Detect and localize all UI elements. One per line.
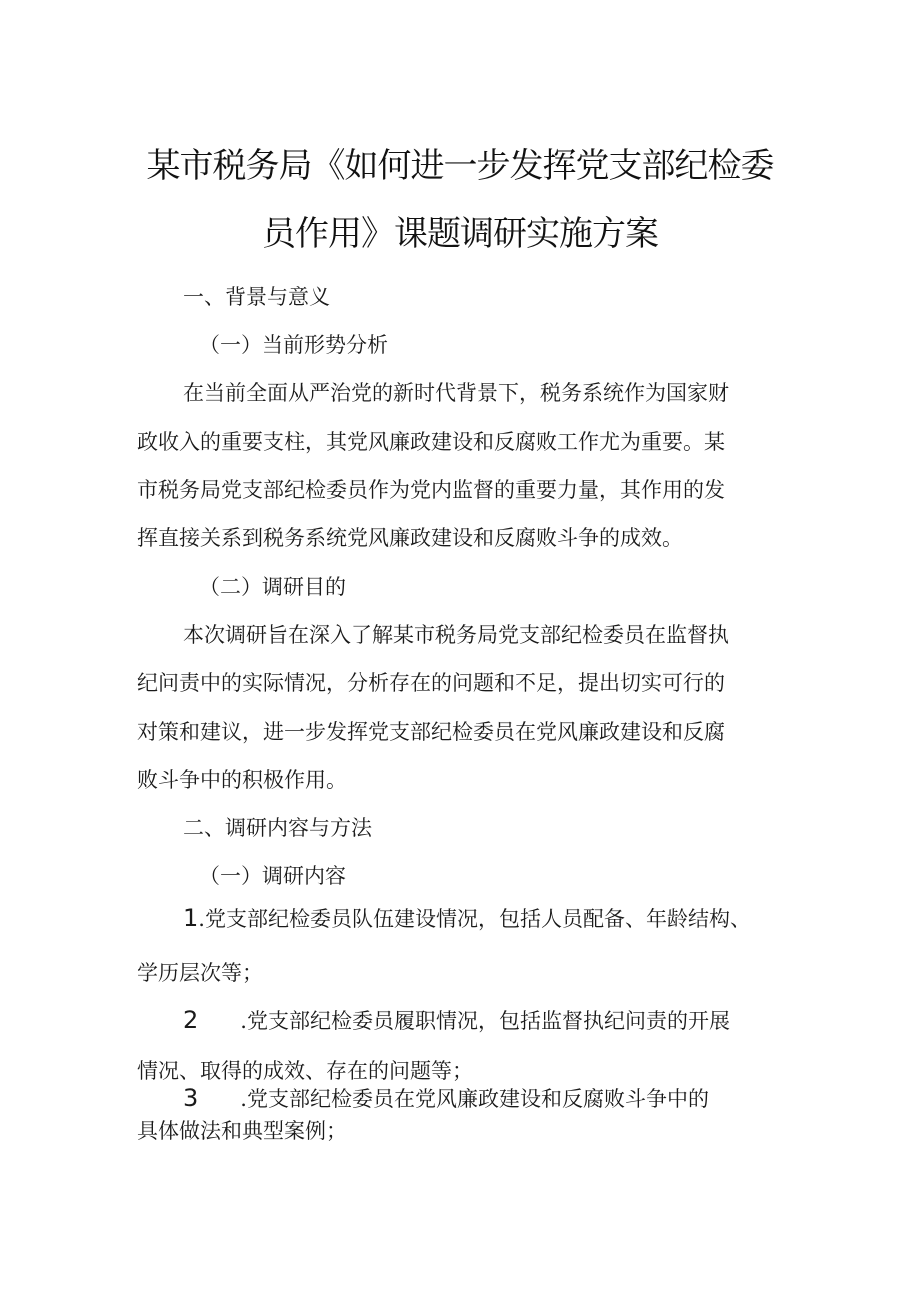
section1-sub1-heading: （一）当前形势分析 [199, 333, 388, 357]
list-item-number: 2 [183, 1006, 199, 1034]
paragraph-line: 对策和建议，进一步发挥党支部纪检委员在党风廉政建设和反腐 [137, 720, 725, 744]
list-item-1-continuation: 学历层次等； [137, 961, 263, 985]
list-item-1 [183, 903, 751, 933]
list-item-text: .党支部纪检委员履职情况，包括监督执纪问责的开展 [240, 1009, 730, 1033]
paragraph-line: 挥直接关系到税务系统党风廉政建设和反腐败斗争的成效。 [137, 526, 683, 550]
paragraph-line: 政收入的重要支柱，其党风廉政建设和反腐败工作尤为重要。某 [137, 430, 725, 454]
document-title-line1: 某市税务局《如何进一步发挥党支部纪检委 [146, 146, 774, 186]
list-item-text: .党支部纪检委员队伍建设情况，包括人员配备、年龄结构、 [198, 907, 751, 931]
section2-heading: 二、调研内容与方法 [183, 816, 372, 840]
list-item-number: 1 [183, 904, 199, 932]
list-item-number: 3 [183, 1084, 199, 1112]
paragraph-line: 本次调研旨在深入了解某市税务局党支部纪检委员在监督执 [183, 623, 729, 647]
paragraph-line: 市税务局党支部纪检委员作为党内监督的重要力量，其作用的发 [137, 478, 725, 502]
section1-sub2-heading: （二）调研目的 [199, 575, 346, 599]
list-item-3-continuation: 具体做法和典型案例； [137, 1119, 347, 1143]
paragraph-line: 在当前全面从严治党的新时代背景下，税务系统作为国家财 [183, 381, 729, 405]
list-item-2 [183, 1005, 730, 1035]
section1-heading: 一、背景与意义 [183, 285, 330, 309]
document-title-line2: 员作用》课题调研实施方案 [262, 214, 658, 254]
list-item-3 [183, 1083, 709, 1113]
paragraph-line: 纪问责中的实际情况，分析存在的问题和不足，提出切实可行的 [137, 671, 725, 695]
section2-sub1-heading: （一）调研内容 [199, 864, 346, 888]
paragraph-line: 败斗争中的积极作用。 [137, 768, 347, 792]
list-item-text: .党支部纪检委员在党风廉政建设和反腐败斗争中的 [240, 1087, 709, 1111]
list-item-2-continuation: 情况、取得的成效、存在的问题等； [137, 1059, 473, 1083]
